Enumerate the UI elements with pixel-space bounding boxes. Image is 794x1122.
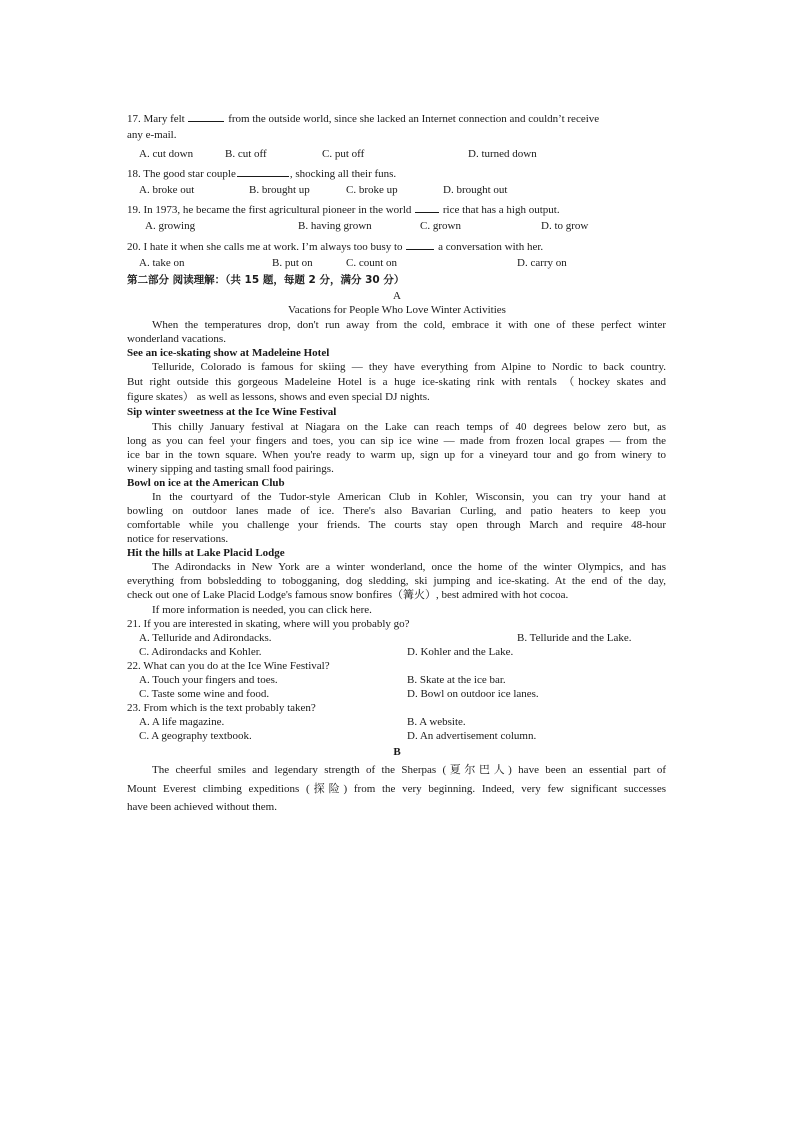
- q21-stem: 21. If you are interested in skating, where will you probably go?: [127, 618, 410, 630]
- q23-option-c: C. A geography textbook.: [139, 730, 252, 742]
- q22-option-c: C. Taste some wine and food.: [139, 688, 270, 700]
- answer-blank: [188, 110, 224, 122]
- passage-a-title: Vacations for People Who Love Winter Activities: [288, 304, 506, 316]
- q17-stem-pre: 17. Mary felt: [127, 113, 185, 125]
- section-line: notice for reservations.: [127, 533, 229, 545]
- passage-a-letter: A: [393, 290, 401, 302]
- passage-b-line: Mount Everest climbing expeditions (探险) from the very beginning. Indeed, very few significant successes: [127, 783, 666, 795]
- section-heading-ice-wine: Sip winter sweetness at the Ice Wine Festival: [127, 406, 337, 418]
- answer-blank: [406, 238, 434, 250]
- q18-stem-post: , shocking all their funs.: [289, 168, 397, 180]
- q23-option-a: A. A life magazine.: [139, 716, 225, 728]
- q20-option-d: D. carry on: [517, 257, 567, 269]
- section-line: figure skates） as well as lessons, shows and even special DJ nights.: [127, 391, 430, 403]
- q20-option-b: B. put on: [272, 257, 313, 269]
- q18-option-a: A. broke out: [139, 184, 195, 196]
- section-heading-madeleine: See an ice-skating show at Madeleine Hotel: [127, 347, 330, 359]
- section-line: check out one of Lake Placid Lodge's famous snow bonfires（篝火）, best admired with hot cocoa.: [127, 589, 569, 601]
- section-heading-american-club: Bowl on ice at the American Club: [127, 477, 285, 489]
- section-line: But right outside this gorgeous Madeleine Hotel is a huge ice-skating rink with rentals （hockey skates and: [127, 376, 666, 388]
- q18-stem: [127, 165, 396, 181]
- answer-blank: [237, 165, 289, 177]
- q22-option-d: D. Bowl on outdoor ice lanes.: [407, 688, 539, 700]
- passage-b-line: have been achieved without them.: [127, 801, 277, 813]
- q17-option-d: D. turned down: [468, 148, 537, 160]
- section-line: long as you can feel your fingers and toes, you can sip ice wine — made from frozen local grapes — from the: [127, 435, 666, 447]
- part2-heading: 第二部分 阅读理解：（共 15 题，每题 2 分，满分 30 分）: [127, 274, 405, 286]
- section-line: everything from bobsledding to tobogganing, dog sledding, ski jumping and ice-skating. At the end of the day,: [127, 575, 666, 587]
- q17-stem-post: from the outside world, since she lacked an Internet connection and couldn’t receive: [228, 113, 600, 125]
- q20-stem: [127, 238, 543, 254]
- q18-stem-pre: 18. The good star couple: [127, 168, 236, 180]
- passage-a-intro-line: When the temperatures drop, don't run away from the cold, embrace it with one of these perfect winter: [152, 319, 666, 331]
- passage-a-intro-line: wonderland vacations.: [127, 333, 226, 345]
- q20-stem-post: a conversation with her.: [438, 241, 544, 253]
- section-line: ice bar in the town square. When you're ready to warm up, sign up for a vineyard tour and go from winery to: [127, 449, 666, 461]
- q21-option-d: D. Kohler and the Lake.: [407, 646, 514, 658]
- section-line: In the courtyard of the Tudor-style American Club in Kohler, Wisconsin, you can try your hand at: [152, 491, 666, 503]
- q17-stem-line2: any e-mail.: [127, 129, 177, 141]
- q19-stem-post: rice that has a high output.: [442, 204, 560, 216]
- section-line: winery sipping and tasting small food pairings.: [127, 463, 334, 475]
- q21-option-a: A. Telluride and Adirondacks.: [139, 632, 272, 644]
- q18-option-c: C. broke up: [346, 184, 398, 196]
- section-line: comfortable while you challenge your friends. The courts stay open through March and require 48-hour: [127, 519, 666, 531]
- q17-option-b: B. cut off: [225, 148, 267, 160]
- q23-option-b: B. A website.: [407, 716, 466, 728]
- q21-option-c: C. Adirondacks and Kohler.: [139, 646, 262, 658]
- section-line: Telluride, Colorado is famous for skiing — they have everything from Alpine to Nordic to back country.: [152, 361, 666, 373]
- q17-stem: [127, 110, 599, 126]
- q22-option-b: B. Skate at the ice bar.: [407, 674, 506, 686]
- q20-option-a: A. take on: [139, 257, 185, 269]
- q19-option-c: C. grown: [420, 220, 461, 232]
- q22-option-a: A. Touch your fingers and toes.: [139, 674, 278, 686]
- q21-option-b: B. Telluride and the Lake.: [517, 632, 632, 644]
- section-line: The Adirondacks in New York are a winter wonderland, once the home of the winter Olympics, and has: [152, 561, 666, 573]
- q23-stem: 23. From which is the text probably taken?: [127, 702, 316, 714]
- passage-b-line: The cheerful smiles and legendary strength of the Sherpas (夏尔巴人) have been an essential part of: [152, 764, 666, 776]
- q19-option-d: D. to grow: [541, 220, 589, 232]
- passage-b-letter: B: [393, 746, 401, 758]
- q19-stem: [127, 201, 560, 217]
- q18-option-d: D. brought out: [443, 184, 508, 196]
- q20-option-c: C. count on: [346, 257, 398, 269]
- q17-option-a: A. cut down: [139, 148, 194, 160]
- q23-option-d: D. An advertisement column.: [407, 730, 537, 742]
- q22-stem: 22. What can you do at the Ice Wine Festival?: [127, 660, 330, 672]
- section-line: bowling on outdoor lanes made of ice. There's also Bavarian Curling, and patio heaters to keep you: [127, 505, 666, 517]
- q19-option-a: A. growing: [145, 220, 196, 232]
- q17-option-c: C. put off: [322, 148, 365, 160]
- answer-blank: [415, 201, 439, 213]
- passage-a-closing: If more information is needed, you can click here.: [152, 604, 372, 616]
- section-line: This chilly January festival at Niagara on the Lake can reach temps of 40 degrees below zero but, as: [152, 421, 666, 433]
- q19-option-b: B. having grown: [298, 220, 372, 232]
- section-heading-lake-placid: Hit the hills at Lake Placid Lodge: [127, 547, 285, 559]
- q18-option-b: B. brought up: [249, 184, 310, 196]
- q20-stem-pre: 20. I hate it when she calls me at work. I’m always too busy to: [127, 241, 403, 253]
- q19-stem-pre: 19. In 1973, he became the first agricultural pioneer in the world: [127, 204, 412, 216]
